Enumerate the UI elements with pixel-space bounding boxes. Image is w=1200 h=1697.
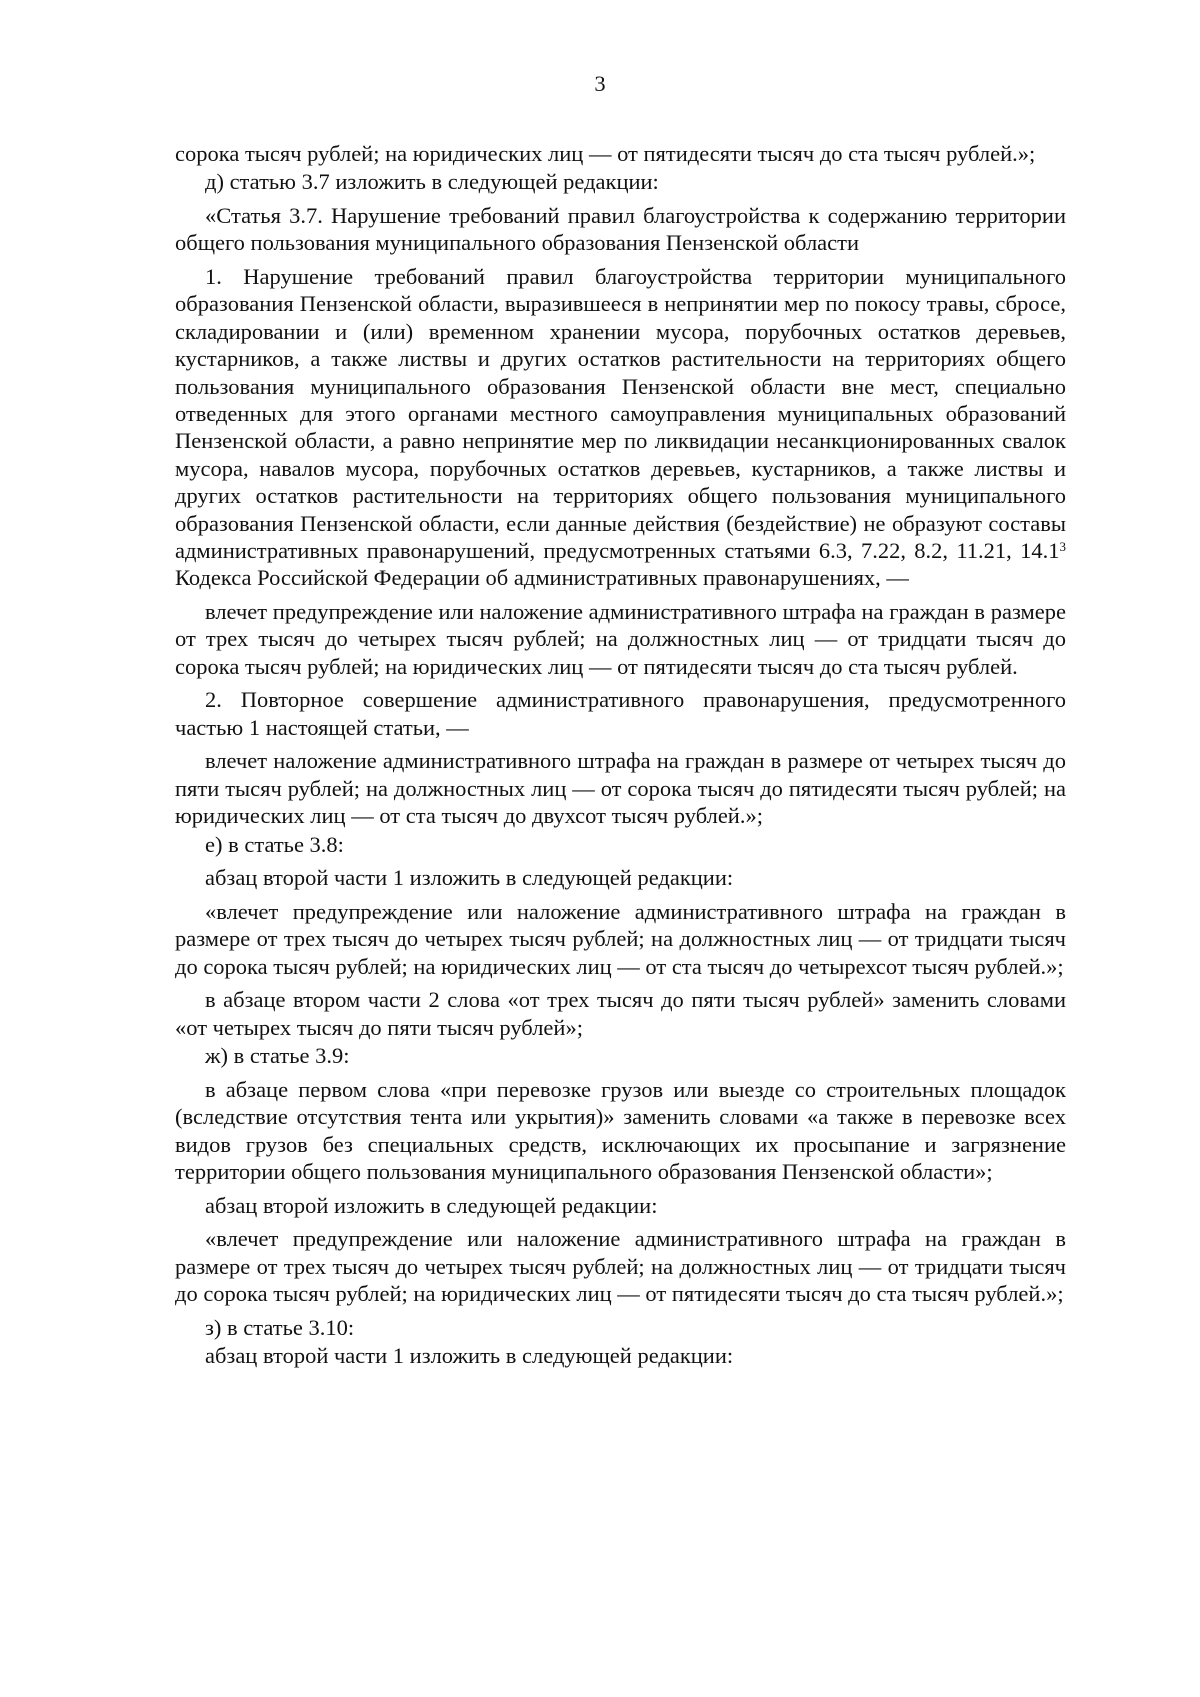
article-heading: «Статья 3.7. Нарушение требований правил благоустройства к содержанию территории общего пользования муниципального образования Пензенской области (175, 203, 1066, 256)
paragraph: сорока тысяч рублей; на юридических лиц — от пятидесяти тысяч до ста тысяч рублей.»; (175, 141, 1036, 166)
paragraph: «влечет предупреждение или наложение административного штрафа на граждан в размере от трех тысяч до четырех тысяч рублей; на должностных лиц — от тридцати тысяч до сорока тысяч рублей; на юридических лиц — от пятидесяти тысяч до ста тысяч рублей.»; (175, 1226, 1066, 1306)
superscript: 3 (1059, 539, 1066, 555)
document-body (175, 140, 1066, 1376)
paragraph: е) в статье 3.8: (205, 831, 344, 857)
paragraph: 2. Повторное совершение административного правонарушения, предусмотренного частью 1 настоящей статьи, — (175, 687, 1066, 740)
paragraph: абзац второй части 1 изложить в следующей редакции: (205, 865, 734, 891)
paragraph-text: Кодекса Российской Федерации об административных правонарушениях, — (175, 565, 909, 591)
page-number: 3 (594, 71, 606, 96)
paragraph: абзац второй изложить в следующей редакции: (205, 1192, 658, 1218)
paragraph: «влечет предупреждение или наложение административного штрафа на граждан в размере от трех тысяч до четырех тысяч рублей; на должностных лиц — от тридцати тысяч до сорока тысяч рублей; на юридических лиц — от ста тысяч до четырехсот тысяч рублей.»; (175, 898, 1066, 979)
paragraph: в абзаце первом слова «при перевозке грузов или выезде со строительных площадок (вследствие отсутствия тента или укрытия)» заменить словами «а также в перевозке всех видов грузов без специальных средств, исключающих их просыпание и загрязнение территории общего пользования муниципального образования Пензенской области»; (175, 1076, 1066, 1184)
paragraph: ж) в статье 3.9: (205, 1043, 350, 1069)
paragraph: абзац второй части 1 изложить в следующей редакции: (205, 1342, 734, 1368)
paragraph: в абзаце втором части 2 слова «от трех тысяч до пяти тысяч рублей» заменить словами «от четырех тысяч до пяти тысяч рублей»; (175, 987, 1066, 1040)
paragraph-text: 1. Нарушение требований правил благоустройства территории муниципального образования Пензенской области, выразившееся в непринятии мер по покосу травы, сбросе, складировании и (или) временном хранении мусора, порубочных остатков деревьев, кустарников, а также листвы и других остатков растительности на территориях общего пользования муниципального образования Пензенской области вне мест, специально отведенных для этого органами местного самоуправления муниципальных образований Пензенской области, а равно непринятие мер по ликвидации несанкционированных свалок мусора, навалов мусора, порубочных остатков деревьев, кустарников, а также листвы и других остатков растительности на территориях общего пользования муниципального образования Пензенской области, если данные действия (бездействие) не образуют составы административных правонарушений, предусмотренных статьями 6.3, 7.22, 8.2, 11.21, 14.1 (175, 264, 1066, 564)
paragraph: з) в статье 3.10: (205, 1314, 355, 1340)
paragraph: влечет наложение административного штрафа на граждан в размере от четырех тысяч до пяти тысяч рублей; на должностных лиц — от сорока тысяч до пятидесяти тысяч рублей; на юридических лиц — от ста тысяч до двухсот тысяч рублей.»; (175, 748, 1066, 829)
paragraph (175, 263, 1066, 592)
paragraph: влечет предупреждение или наложение административного штрафа на граждан в размере от трех тысяч до четырех тысяч рублей; на должностных лиц — от тридцати тысяч до сорока тысяч рублей; на юридических лиц — от пятидесяти тысяч до ста тысяч рублей. (175, 599, 1066, 679)
paragraph: д) статью 3.7 изложить в следующей редакции: (205, 169, 659, 195)
